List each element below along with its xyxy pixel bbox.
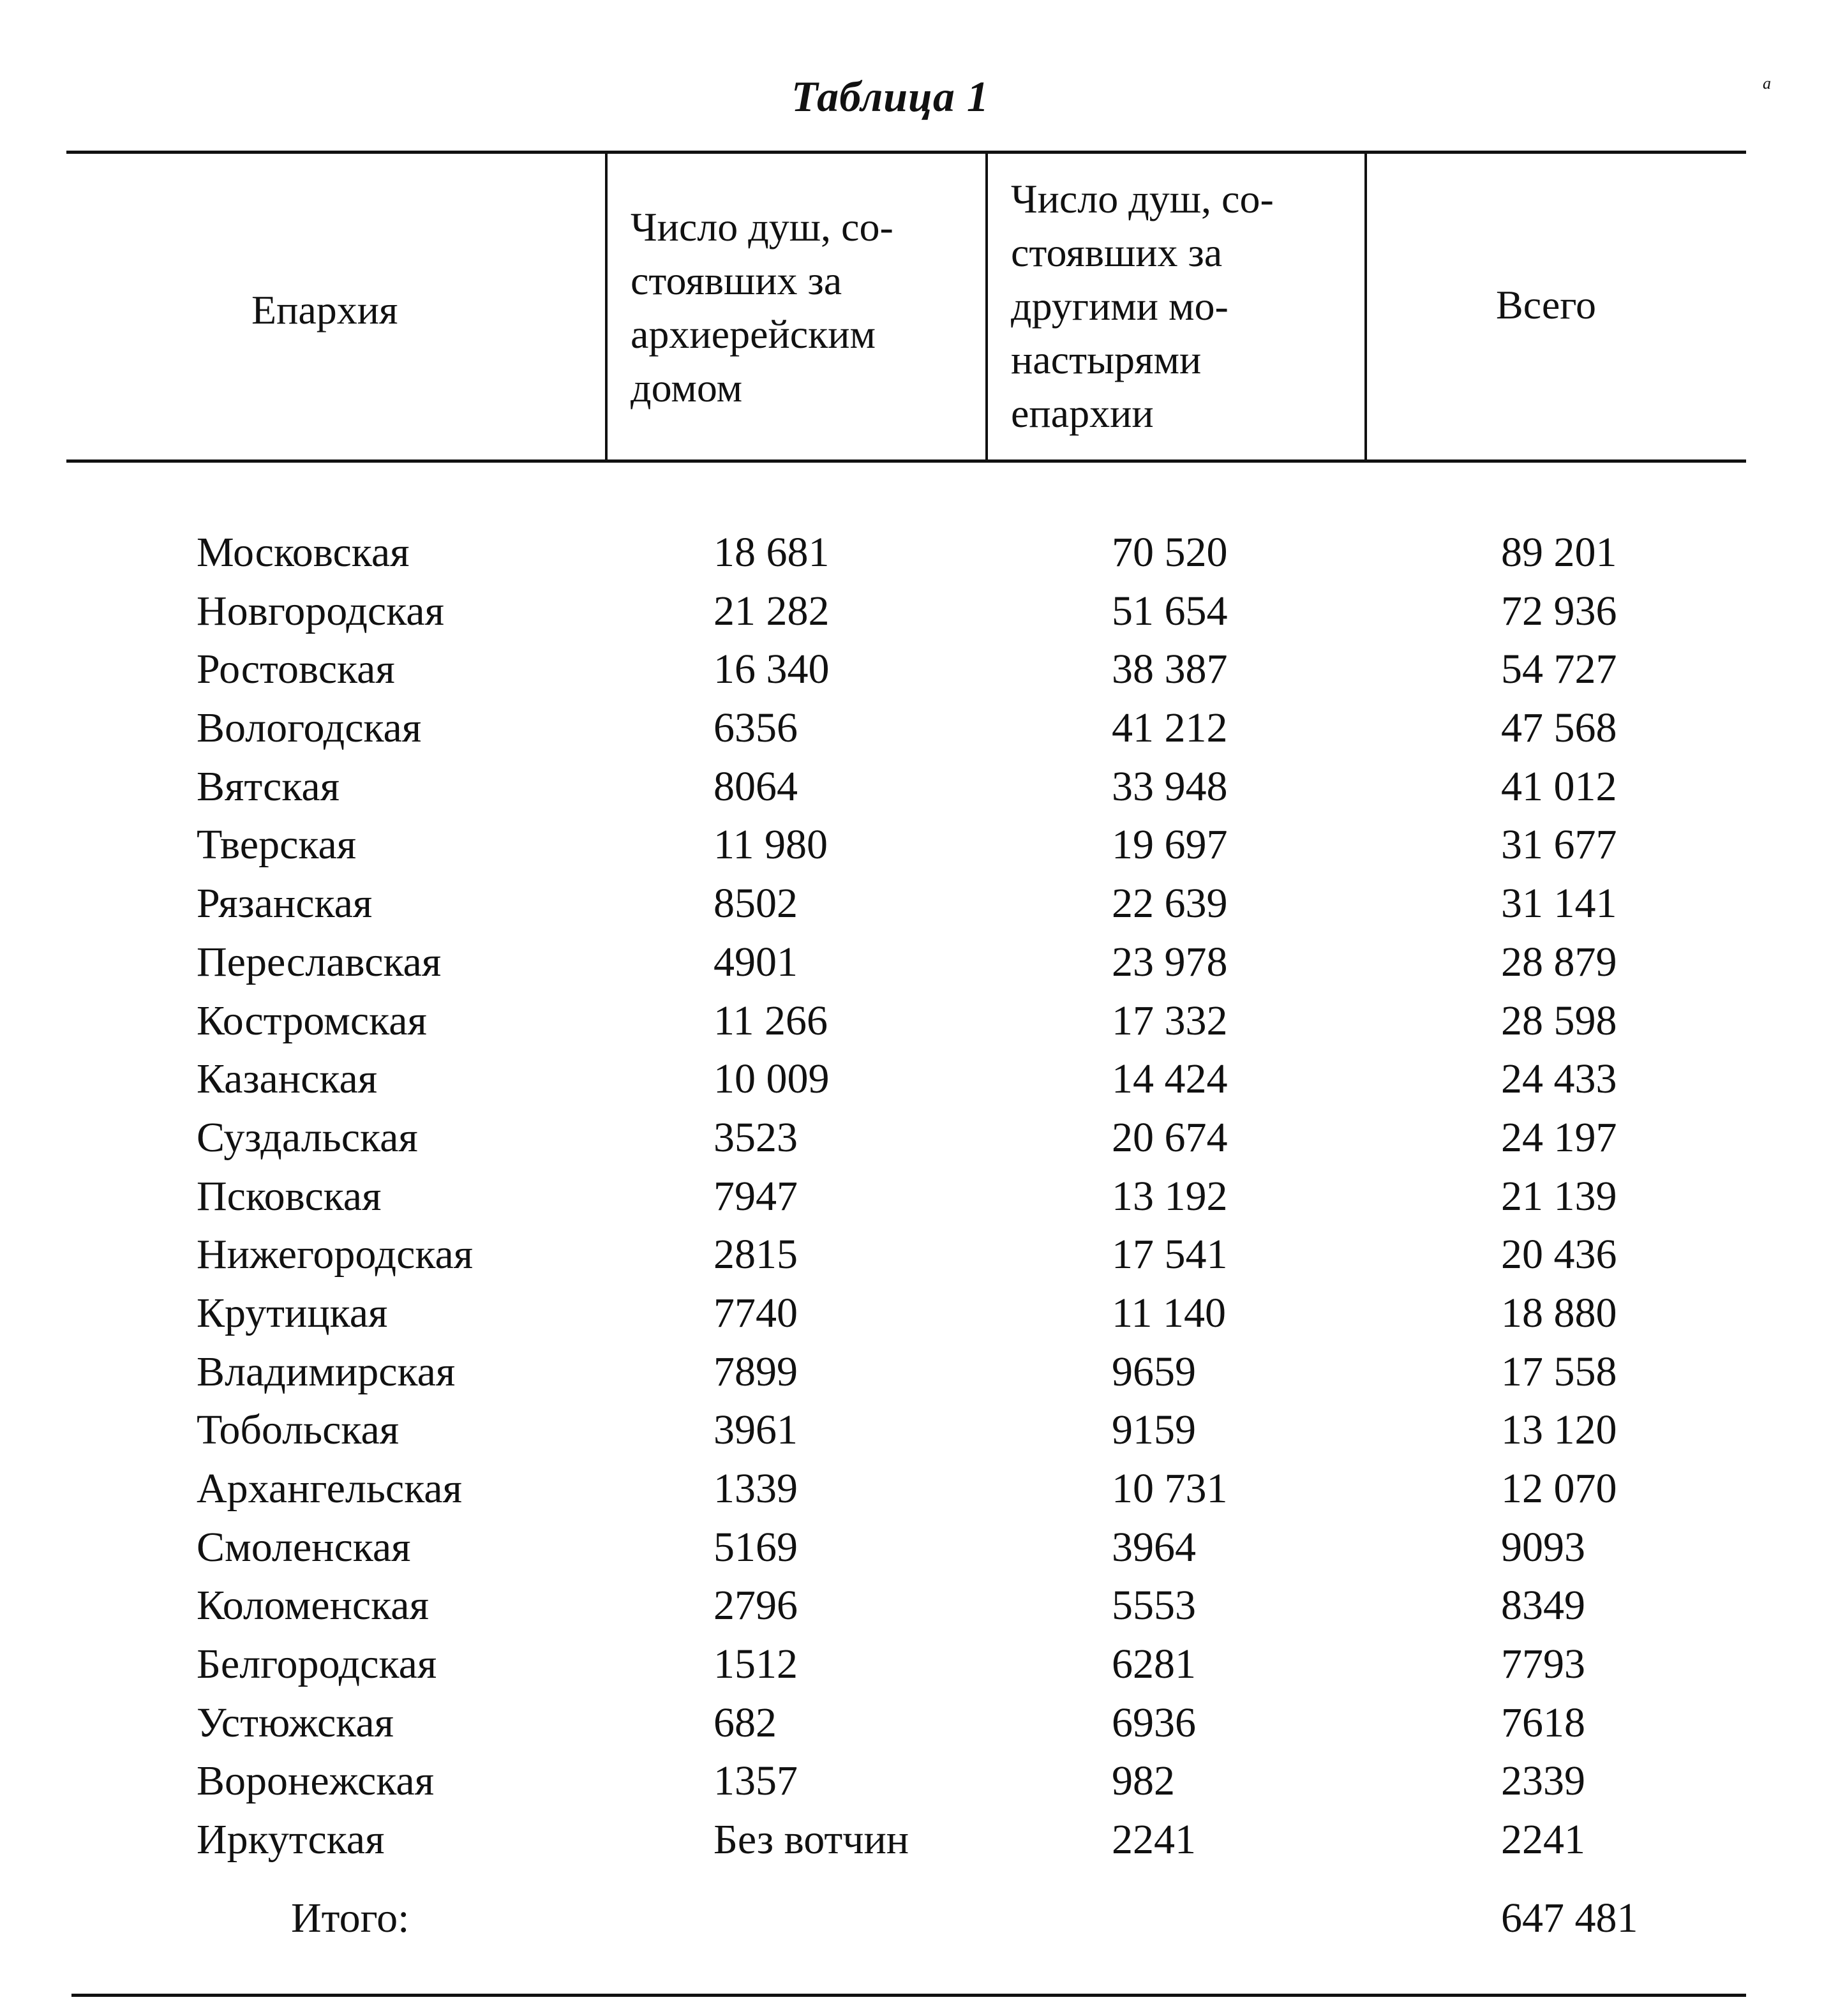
eparchy-name: Ростовская [197,646,395,693]
monasteries-souls: 5553 [1112,1582,1196,1629]
archbishop-souls: 10 009 [714,1056,830,1103]
header-line: стоявших за [1011,230,1223,275]
eparchy-name: Архангельская [197,1465,462,1512]
header-divider [605,152,608,461]
monasteries-souls: 9159 [1112,1407,1196,1454]
archbishop-souls: 7899 [714,1348,798,1395]
monasteries-souls: 51 654 [1112,587,1228,634]
archbishop-souls: 3961 [714,1407,798,1454]
table-row [0,1635,1838,1694]
table-row [0,1109,1838,1167]
archbishop-souls: 2815 [714,1231,798,1278]
table-bottom-rule [71,1994,1746,1997]
total-souls: 31 141 [1501,880,1617,927]
corner-mark: а [1763,74,1771,93]
monasteries-souls: 2241 [1112,1816,1196,1863]
total-souls: 54 727 [1501,646,1617,693]
eparchy-name: Московская [197,529,410,576]
header-line: епархии [1011,391,1154,436]
total-souls: 20 436 [1501,1231,1617,1278]
monasteries-souls: 11 140 [1112,1289,1227,1336]
monasteries-souls: 33 948 [1112,763,1228,810]
archbishop-souls: 2796 [714,1582,798,1629]
eparchy-name: Нижегородская [197,1231,474,1278]
eparchy-name: Белгородская [197,1641,437,1688]
eparchy-name: Иркутская [197,1816,385,1863]
table-row [0,1460,1838,1518]
table-row [0,992,1838,1050]
eparchy-name: Воронежская [197,1758,435,1805]
eparchy-name: Новгородская [197,587,444,634]
table-row [0,582,1838,641]
monasteries-souls: 17 332 [1112,997,1228,1044]
archbishop-souls: 7947 [714,1172,798,1220]
eparchy-name: Суздальская [197,1114,418,1161]
total-souls: 2339 [1501,1758,1585,1805]
table-row [0,523,1838,582]
total-souls: 13 120 [1501,1407,1617,1454]
archbishop-souls: 1512 [714,1641,798,1688]
table-row [0,1518,1838,1577]
header-line: стоявших за [631,258,842,303]
total-souls: 17 558 [1501,1348,1617,1395]
total-souls: 72 936 [1501,587,1617,634]
header-monasteries-souls [1011,172,1356,440]
header-line: другими мо- [1011,283,1229,329]
archbishop-souls: 682 [714,1699,777,1746]
monasteries-souls: 14 424 [1112,1056,1228,1103]
header-line: Число душ, со- [631,204,893,250]
header-line: Число душ, со- [1011,176,1274,221]
total-souls: 28 598 [1501,997,1617,1044]
archbishop-souls: 4901 [714,938,798,985]
monasteries-souls: 13 192 [1112,1172,1228,1220]
header-line: настырями [1011,337,1202,382]
monasteries-souls: 10 731 [1112,1465,1228,1512]
eparchy-name: Костромская [197,997,427,1044]
header-divider [1364,152,1367,461]
total-souls: 31 677 [1501,821,1617,869]
eparchy-name: Владимирская [197,1348,456,1395]
grand-total-value: 647 481 [1501,1895,1638,1941]
table-row [0,1401,1838,1460]
table-top-rule [66,151,1746,154]
total-souls: 89 201 [1501,529,1617,576]
total-souls: 28 879 [1501,938,1617,985]
table-row [0,1225,1838,1284]
table-row [0,699,1838,758]
archbishop-souls: 21 282 [714,587,830,634]
total-souls: 18 880 [1501,1289,1617,1336]
table-row [0,1167,1838,1226]
archbishop-souls: 11 266 [714,997,828,1044]
archbishop-souls: 16 340 [714,646,830,693]
archbishop-souls: 8502 [714,880,798,927]
total-souls: 7618 [1501,1699,1585,1746]
header-divider [985,152,988,461]
table-row [0,1694,1838,1752]
header-eparchy: Епархия [251,287,398,332]
total-souls: 24 197 [1501,1114,1617,1161]
total-souls: 2241 [1501,1816,1585,1863]
header-line: архиерейским [631,311,876,357]
archbishop-souls: 5169 [714,1523,798,1571]
archbishop-souls: 3523 [714,1114,798,1161]
archbishop-souls: 6356 [714,705,798,752]
table-row [0,1811,1838,1869]
eparchy-name: Рязанская [197,880,373,927]
total-souls: 41 012 [1501,763,1617,810]
eparchy-name: Вятская [197,763,340,810]
archbishop-souls: 18 681 [714,529,830,576]
header-archbishop-souls [631,200,975,415]
monasteries-souls: 6936 [1112,1699,1196,1746]
eparchy-name: Тверская [197,821,357,869]
monasteries-souls: 17 541 [1112,1231,1228,1278]
monasteries-souls: 38 387 [1112,646,1228,693]
eparchy-name: Устюжская [197,1699,394,1746]
total-souls: 8349 [1501,1582,1585,1629]
eparchy-name: Тобольская [197,1407,400,1454]
monasteries-souls: 70 520 [1112,529,1228,576]
grand-total-row [0,1889,1838,1948]
table-row [0,1050,1838,1109]
table-caption: Таблица 1 [791,72,989,121]
eparchy-name: Вологодская [197,705,422,752]
table-row [0,816,1838,874]
eparchy-name: Переславская [197,938,442,985]
archbishop-souls: 1357 [714,1758,798,1805]
table-row [0,1284,1838,1343]
grand-total-label: Итого: [291,1895,410,1941]
eparchy-name: Крутицкая [197,1289,388,1336]
archbishop-souls: 11 980 [714,821,828,869]
table-row [0,640,1838,699]
archbishop-souls: 1339 [714,1465,798,1512]
monasteries-souls: 22 639 [1112,880,1228,927]
archbishop-souls: 7740 [714,1289,798,1336]
total-souls: 12 070 [1501,1465,1617,1512]
total-souls: 7793 [1501,1641,1585,1688]
monasteries-souls: 3964 [1112,1523,1196,1571]
monasteries-souls: 982 [1112,1758,1175,1805]
table-row [0,933,1838,992]
table-header-rule [66,459,1746,463]
table-row [0,874,1838,933]
table-row [0,1343,1838,1401]
table-row [0,1752,1838,1811]
header-line: домом [631,365,743,410]
monasteries-souls: 19 697 [1112,821,1228,869]
total-souls: 24 433 [1501,1056,1617,1103]
monasteries-souls: 23 978 [1112,938,1228,985]
table-row [0,758,1838,816]
archbishop-souls: Без вотчин [714,1816,909,1863]
monasteries-souls: 41 212 [1112,705,1228,752]
eparchy-name: Псковская [197,1172,382,1220]
eparchy-name: Коломенская [197,1582,429,1629]
table-body [0,523,1838,1869]
eparchy-name: Казанская [197,1056,378,1103]
total-souls: 9093 [1501,1523,1585,1571]
total-souls: 21 139 [1501,1172,1617,1220]
table-row [0,1576,1838,1635]
archbishop-souls: 8064 [714,763,798,810]
total-souls: 47 568 [1501,705,1617,752]
monasteries-souls: 6281 [1112,1641,1196,1688]
monasteries-souls: 9659 [1112,1348,1196,1395]
eparchy-name: Смоленская [197,1523,411,1571]
header-total: Всего [1496,282,1596,327]
monasteries-souls: 20 674 [1112,1114,1228,1161]
